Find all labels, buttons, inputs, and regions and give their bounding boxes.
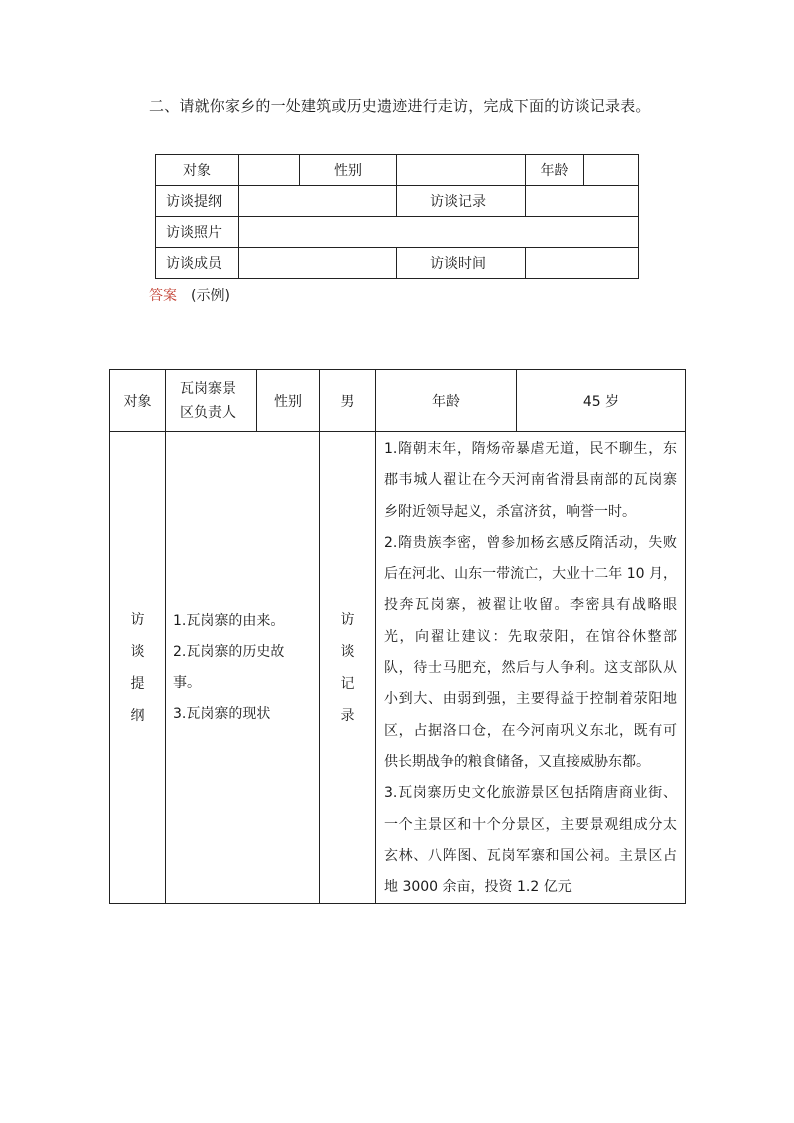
template-row-members	[156, 248, 639, 279]
label-age: 年龄	[526, 155, 584, 186]
blank-subject-cell	[239, 155, 300, 186]
outline-item: 2.瓦岗寨的历史故	[173, 643, 285, 660]
template-row-photo	[156, 217, 639, 248]
record-paragraph: 1.隋朝末年，隋炀帝暴虐无道，民不聊生，东郡韦城人翟让在今天河南省滑县南部的瓦岗寨乡附近领导起义，杀富济贫，响誉一时。	[384, 441, 677, 520]
label-members: 访谈成员	[156, 248, 239, 279]
record-label-char: 谈	[340, 643, 355, 660]
outline-items	[166, 432, 320, 904]
answer-age-value: 45 岁	[517, 370, 686, 432]
record-content	[376, 432, 686, 904]
outline-label-char: 纲	[130, 707, 145, 724]
blank-members-cell	[239, 248, 397, 279]
label-outline: 访谈提纲	[156, 186, 239, 217]
template-row-subject	[156, 155, 639, 186]
subject-line-1: 瓦岗寨景	[180, 380, 236, 397]
answer-label: 答案	[149, 288, 177, 304]
record-label-char: 访	[340, 611, 355, 628]
template-row-outline	[156, 186, 639, 217]
answer-gender-value: 男	[320, 370, 376, 432]
label-record: 访谈记录	[397, 186, 526, 217]
label-gender: 性别	[300, 155, 397, 186]
answer-label-gender: 性别	[257, 370, 320, 432]
blank-age-cell	[584, 155, 639, 186]
record-paragraph: 2.隋贵族李密，曾参加杨玄感反隋活动，失败后在河北、山东一带流亡，大业十二年 10 月，投奔瓦岗寨，被翟让收留。李密具有战略眼光，向翟让建议：先取荥阳，在馆谷休整部队，待士马肥充，然后与人争利。这支部队从小到大、由弱到强，主要得益于控制着荥阳地区，占据洛口仓，在今河南巩义东北，既有可供长期战争的粮食储备，又直接威胁东都。	[384, 534, 677, 770]
blank-time-cell	[526, 248, 639, 279]
record-paragraph: 3.瓦岗寨历史文化旅游景区包括隋唐商业街、一个主景区和十个分景区，主要景观组成分太玄林、八阵图、瓦岗军寨和国公祠。主景区占地 3000 余亩，投资 1.2 亿元	[384, 785, 677, 896]
answer-heading	[149, 285, 230, 305]
answer-row-body	[110, 432, 686, 904]
answer-row-header	[110, 370, 686, 432]
question-text: 二、请就你家乡的一处建筑或历史遗迹进行走访，完成下面的访谈记录表。	[149, 97, 651, 115]
outline-item: 3.瓦岗寨的现状	[173, 705, 271, 722]
label-time: 访谈时间	[397, 248, 526, 279]
outline-vertical-label	[110, 432, 166, 904]
blank-photo-cell	[239, 217, 639, 248]
record-label-char: 记	[340, 675, 355, 692]
label-subject: 对象	[156, 155, 239, 186]
outline-label-char: 访	[130, 611, 145, 628]
answer-label-age: 年龄	[376, 370, 517, 432]
outline-label-char: 谈	[130, 643, 145, 660]
outline-label-char: 提	[130, 675, 145, 692]
record-vertical-label	[320, 432, 376, 904]
record-label-char: 录	[340, 707, 355, 724]
subject-line-2: 区负责人	[180, 404, 236, 421]
template-interview-table	[155, 154, 639, 279]
label-photo: 访谈照片	[156, 217, 239, 248]
blank-outline-cell	[239, 186, 397, 217]
answer-subject-value	[166, 370, 257, 432]
outline-item: 事。	[173, 674, 201, 691]
answer-interview-table	[109, 369, 686, 904]
blank-record-cell	[526, 186, 639, 217]
outline-item: 1.瓦岗寨的由来。	[173, 612, 285, 629]
blank-gender-cell	[397, 155, 526, 186]
answer-label-subject: 对象	[110, 370, 166, 432]
answer-note: (示例)	[191, 288, 230, 304]
